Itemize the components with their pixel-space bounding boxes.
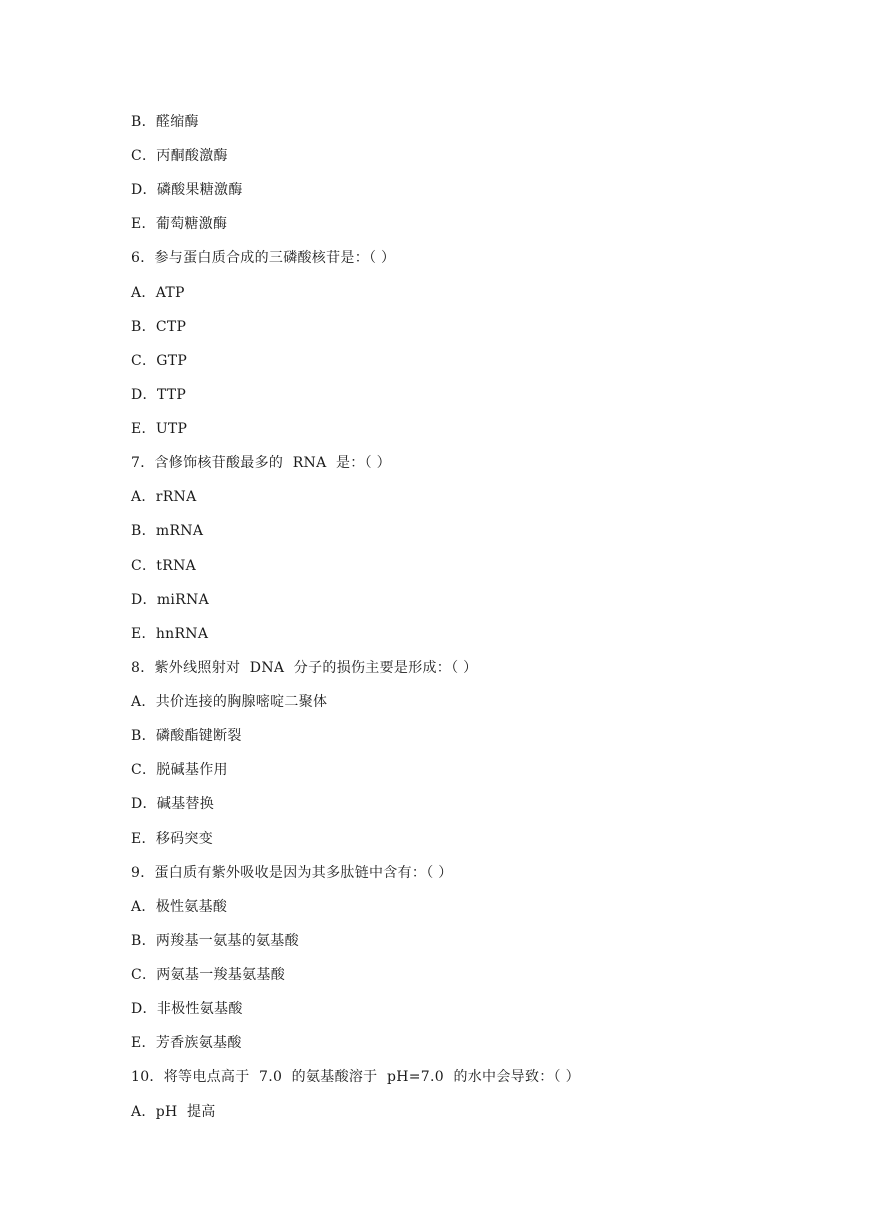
option-8c: C．脱碱基作用 [131, 762, 228, 778]
option-8b: B．磷酸酯键断裂 [131, 728, 242, 744]
option-7b: B．mRNA [131, 523, 204, 539]
option-6d: D．TTP [131, 387, 187, 403]
option-10a: A．pH 提高 [131, 1104, 216, 1120]
question-7: 7．含修饰核苷酸最多的 RNA 是：（ ） [131, 455, 391, 471]
question-10: 10．将等电点高于 7.0 的氨基酸溶于 pH=7.0 的水中会导致：（ ） [131, 1069, 580, 1085]
option-7c: C．tRNA [131, 558, 197, 574]
question-8: 8．紫外线照射对 DNA 分子的损伤主要是形成：（ ） [131, 660, 478, 676]
option-6a: A．ATP [131, 285, 185, 301]
option-7d: D．miRNA [131, 592, 209, 608]
option-9b: B．两羧基一氨基的氨基酸 [131, 933, 299, 949]
option-7e: E．hnRNA [131, 626, 209, 642]
option-5d: D．磷酸果糖激酶 [131, 182, 243, 198]
option-6c: C．GTP [131, 353, 188, 369]
option-9e: E．芳香族氨基酸 [131, 1035, 242, 1051]
option-7a: A．rRNA [131, 489, 197, 505]
option-9c: C．两氨基一羧基氨基酸 [131, 967, 286, 983]
question-6: 6．参与蛋白质合成的三磷酸核苷是：（ ） [131, 250, 396, 266]
option-5e: E．葡萄糖激酶 [131, 216, 228, 232]
option-6b: B．CTP [131, 319, 187, 335]
option-8d: D．碱基替换 [131, 796, 215, 812]
option-8e: E．移码突变 [131, 831, 214, 847]
option-5b: B．醛缩酶 [131, 114, 199, 130]
question-9: 9．蛋白质有紫外吸收是因为其多肽链中含有：（ ） [131, 865, 453, 881]
option-6e: E．UTP [131, 421, 188, 437]
option-8a: A．共价连接的胸腺嘧啶二聚体 [131, 694, 328, 710]
option-5c: C．丙酮酸激酶 [131, 148, 228, 164]
option-9d: D．非极性氨基酸 [131, 1001, 243, 1017]
option-9a: A．极性氨基酸 [131, 899, 228, 915]
